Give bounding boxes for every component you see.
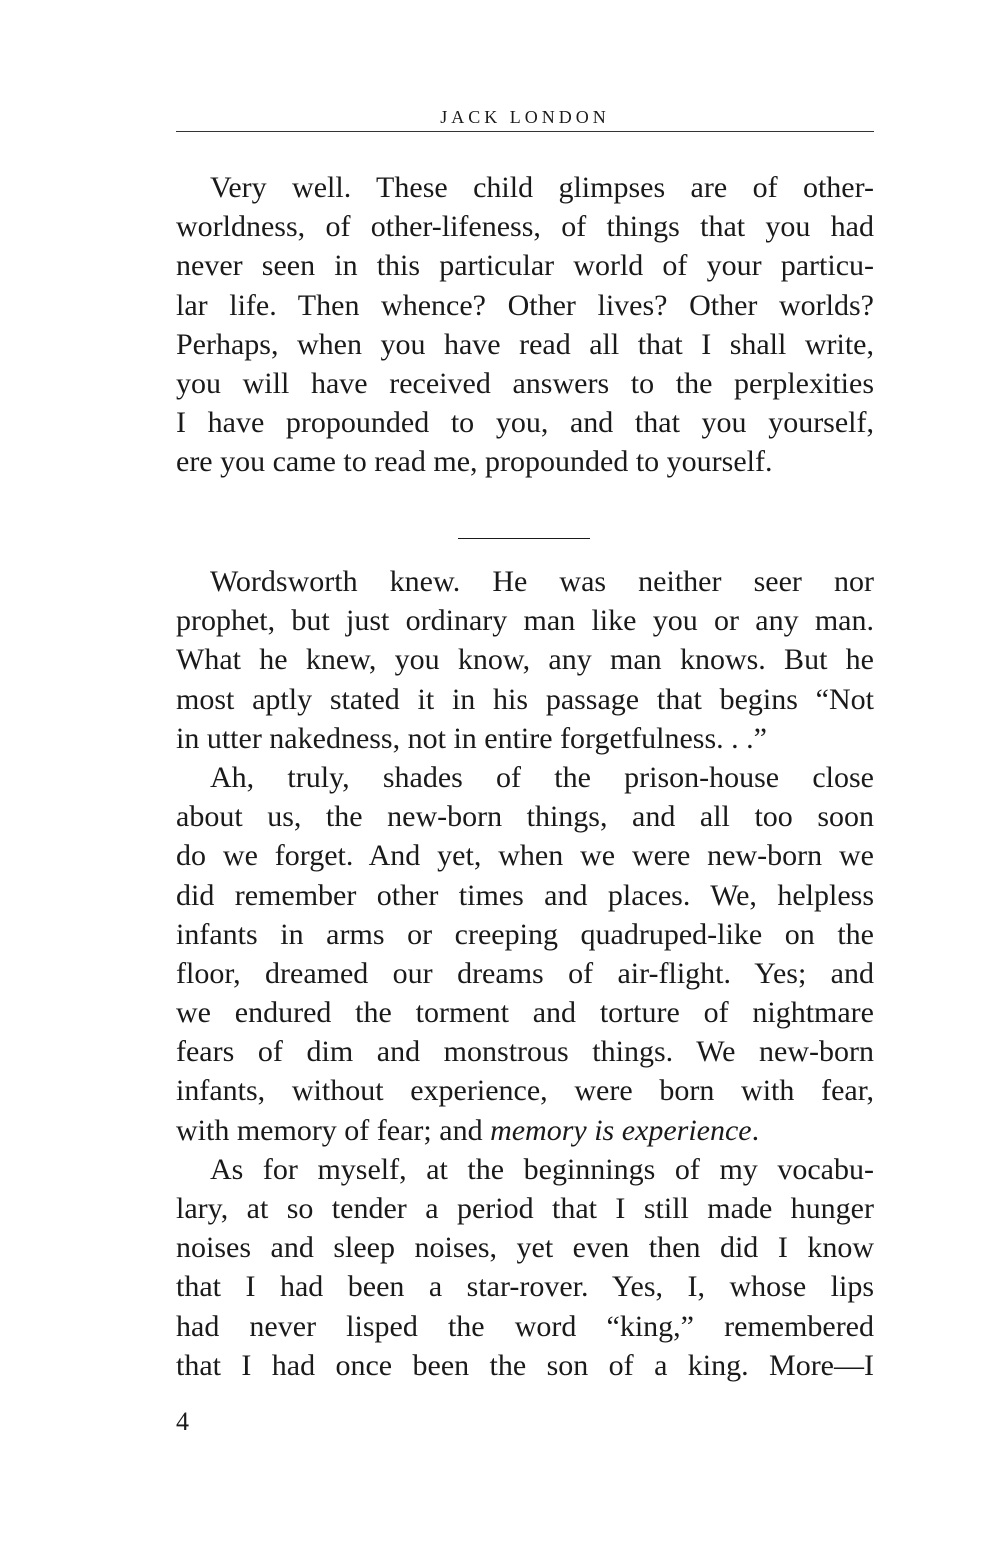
text-line: that I had been a star-rover. Yes, I, whose lips [176,1270,874,1304]
text-line: What he knew, you know, any man knows. But he [176,643,874,677]
italic-phrase: memory is experience [490,1113,752,1147]
text-line: fears of dim and monstrous things. We new-born [176,1035,874,1069]
text-line: ere you came to read me, propounded to yourself. [176,445,773,479]
text-line: worldness, of other-lifeness, of things that you had [176,210,874,244]
header-rule [176,131,874,132]
text-line: do we forget. And yet, when we were new-born we [176,839,874,873]
text-line: prophet, but just ordinary man like you or any man. [176,604,874,638]
section-break-rule [458,538,590,539]
text-line: As for myself, at the beginnings of my vocabu- [210,1152,874,1186]
text-line: you will have received answers to the perplexities [176,366,874,400]
text-line: in utter nakedness, not in entire forgetfulness. . .” [176,721,767,755]
text-line: infants in arms or creeping quadruped-like on the [176,917,874,951]
text-fragment: with memory of fear; and [176,1113,491,1147]
running-head-title: JACK LONDON [440,107,610,127]
text-line: that I had once been the son of a king. More—I [176,1348,874,1382]
text-line: Wordsworth knew. He was neither seer nor [210,565,874,598]
paragraph-child-glimpses [176,168,874,482]
text-line: noises and sleep noises, yet even then did I know [176,1231,874,1265]
text-line: never seen in this particular world of your particu- [176,249,874,283]
text-line: floor, dreamed our dreams of air-flight. Yes; and [176,956,874,990]
text-fragment: . [751,1113,760,1147]
text-line: Perhaps, when you have read all that I shall write, [176,327,874,361]
text-line: we endured the torment and torture of nightmare [176,996,874,1030]
text-line: had never lisped the word “king,” remembered [176,1309,874,1343]
page-number: 4 [176,1407,189,1436]
text-line: I have propounded to you, and that you yourself, [176,406,874,440]
text-line: Ah, truly, shades of the prison-house close [210,760,874,794]
text-line-with-italic [176,1111,874,1150]
text-line: did remember other times and places. We, helpless [176,878,874,912]
section-wordsworth [176,562,874,1385]
text-line: Very well. These child glimpses are of other- [210,171,874,204]
text-line: infants, without experience, were born with fear, [176,1074,874,1108]
text-line: about us, the new-born things, and all too soon [176,800,874,834]
text-line: lar life. Then whence? Other lives? Other worlds? [176,288,874,322]
text-line: lary, at so tender a period that I still made hunger [176,1192,874,1225]
text-line: most aptly stated it in his passage that begins “Not [176,682,874,716]
